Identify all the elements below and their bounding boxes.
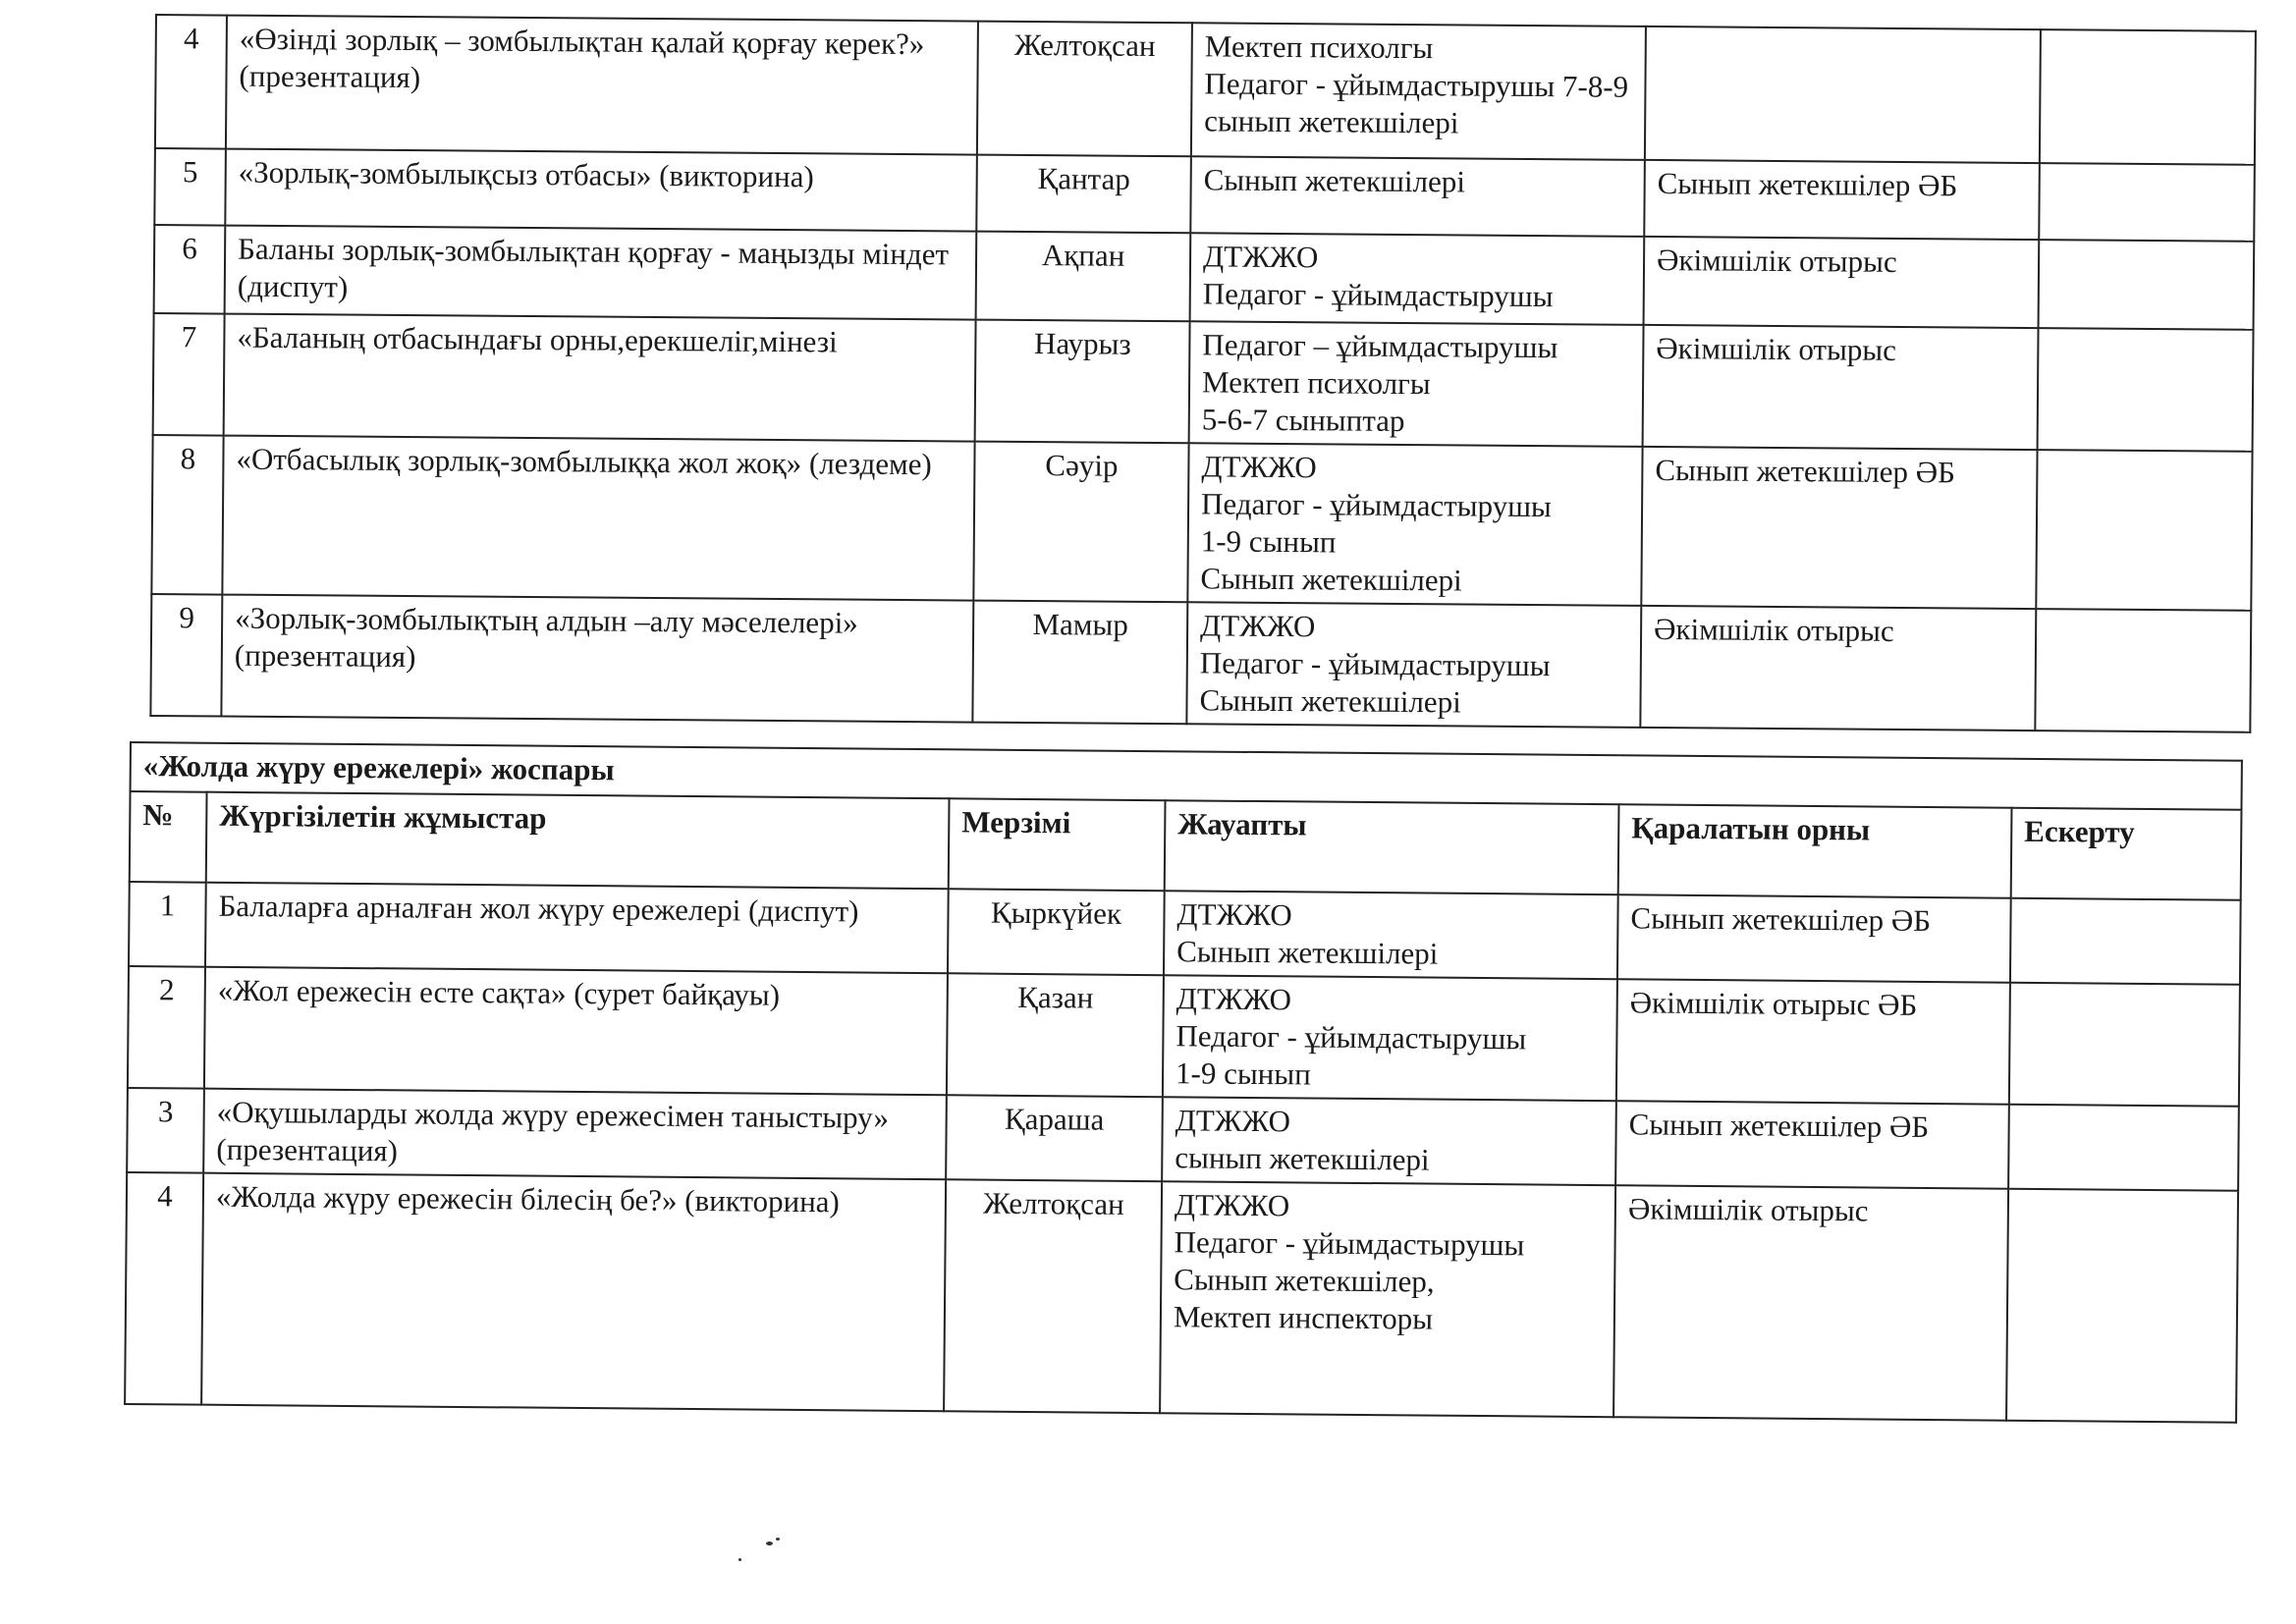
- note-cell: [2039, 163, 2255, 242]
- date-cell: Мамыр: [972, 601, 1187, 725]
- row-number: 4: [125, 1172, 203, 1405]
- date-cell: Қараша: [946, 1095, 1163, 1181]
- note-cell: [2009, 983, 2240, 1107]
- table-row: [125, 1172, 2238, 1423]
- row-number: 7: [153, 313, 225, 436]
- responsible-cell: Сынып жетекшілері: [1190, 156, 1645, 237]
- row-number: 1: [129, 882, 206, 967]
- row-number: 2: [128, 966, 205, 1089]
- date-cell: Наурыз: [975, 320, 1190, 444]
- row-number: 3: [127, 1088, 204, 1173]
- work-cell: «Өзінді зорлық – зомбылықтан қалай қорғау керек?» (презентация): [226, 16, 978, 155]
- table-row: [153, 313, 2254, 452]
- work-cell: «Баланың отбасындағы орны,ерекшеліг,мінезі: [224, 314, 976, 442]
- table-row: [155, 15, 2256, 165]
- note-cell: [2006, 1189, 2238, 1423]
- work-cell: «Зорлық-зомбылықтың алдын –алу мәселелері» (презентация): [221, 595, 973, 723]
- work-cell: Баланы зорлық-зомбылықтан қорғау - маңызды міндет (диспут): [225, 226, 977, 320]
- header-work: Жүргізілетін жұмыстар: [206, 792, 950, 890]
- scan-speck: [766, 1542, 773, 1545]
- work-cell: «Оқушыларды жолда жүру ережесімен таныстыру» (презентация): [203, 1089, 947, 1180]
- place-cell: Әкімшілік отырыс: [1640, 606, 2036, 731]
- table-row: [154, 225, 2255, 330]
- table-row: [128, 966, 2240, 1107]
- work-cell: Балаларға арналған жол жүру ережелері (диспут): [205, 883, 949, 974]
- row-number: 8: [151, 435, 223, 595]
- scan-speck: [776, 1538, 780, 1541]
- date-cell: Ақпан: [976, 232, 1191, 322]
- place-cell: Әкімшілік отырыс: [1643, 325, 2039, 450]
- place-cell: Сынып жетекшілер ӘБ: [1615, 1101, 2009, 1188]
- place-cell: Әкімшілік отырыс: [1613, 1185, 2008, 1420]
- note-cell: [2010, 898, 2241, 985]
- date-cell: Қазан: [947, 973, 1164, 1097]
- date-cell: Желтоқсан: [977, 22, 1192, 157]
- responsible-cell: ДТЖЖО Сынып жетекшілері: [1164, 891, 1618, 979]
- place-cell: Сынып жетекшілер ӘБ: [1617, 894, 2011, 982]
- road-rules-plan-table: [124, 741, 2243, 1424]
- responsible-cell: ДТЖЖО Педагог - ұйымдастырушы 1-9 сынып: [1163, 975, 1617, 1101]
- note-cell: [2039, 240, 2255, 330]
- note-cell: [2036, 450, 2252, 611]
- scan-speck: [738, 1558, 741, 1561]
- note-cell: [2040, 29, 2256, 165]
- table-title: «Жолда жүру ережелері» жоспары: [131, 742, 2242, 810]
- date-cell: Қантар: [976, 155, 1191, 234]
- header-responsible: Жауапты: [1165, 800, 1619, 894]
- row-number: 6: [154, 225, 226, 314]
- responsible-cell: ДТЖЖО Педагог - ұйымдастырушы Сынып жетекшілер, Мектеп инспекторы: [1160, 1181, 1615, 1417]
- row-number: 4: [155, 15, 227, 149]
- header-date: Мерзімі: [949, 798, 1166, 891]
- work-cell: «Отбасылық зорлық-зомбылыққа жол жоқ» (лездеме): [222, 436, 974, 601]
- header-note: Ескерту: [2011, 808, 2242, 900]
- responsible-cell: Педагог – ұйымдастырушы Мектеп психолгы 5-6-7 сыныптар: [1189, 321, 1644, 447]
- note-cell: [2008, 1105, 2239, 1191]
- place-cell: Әкімшілік отырыс ӘБ: [1616, 979, 2010, 1104]
- work-cell: «Зорлық-зомбылықсыз отбасы» (викторина): [225, 149, 977, 232]
- place-cell: Әкімшілік отырыс: [1644, 237, 2040, 328]
- place-cell: Сынып жетекшілер ӘБ: [1644, 160, 2040, 240]
- responsible-cell: ДТЖЖО Педагог - ұйымдастырушы: [1190, 233, 1645, 325]
- row-number: 5: [154, 148, 226, 226]
- violence-prevention-table: [149, 14, 2257, 733]
- date-cell: Желтоқсан: [944, 1179, 1162, 1413]
- header-place: Қаралатын орны: [1618, 804, 2012, 897]
- table-row: [150, 594, 2251, 732]
- date-cell: Қыркүйек: [948, 889, 1165, 975]
- date-cell: Сәуір: [973, 442, 1188, 603]
- place-cell: Сынып жетекшілер ӘБ: [1641, 447, 2037, 609]
- responsible-cell: ДТЖЖО Педагог - ұйымдастырушы 1-9 сынып Сынып жетекшілері: [1187, 443, 1642, 606]
- place-cell: [1645, 27, 2041, 163]
- work-cell: «Жол ережесін есте сақта» (сурет байқауы): [204, 967, 948, 1096]
- note-cell: [2038, 328, 2254, 452]
- work-cell: «Жолда жүру ережесін білесің бе?» (викторина): [201, 1173, 946, 1412]
- note-cell: [2035, 609, 2251, 732]
- row-number: 9: [150, 594, 222, 717]
- table-row: [151, 435, 2252, 611]
- header-number: №: [130, 791, 207, 883]
- responsible-cell: ДТЖЖО Педагог - ұйымдастырушы Сынып жетекшілері: [1186, 602, 1641, 728]
- responsible-cell: Мектеп психолгы Педагог - ұйымдастырушы 7-8-9 сынып жетекшілері: [1191, 23, 1646, 160]
- responsible-cell: ДТЖЖО сынып жетекшілері: [1162, 1097, 1616, 1185]
